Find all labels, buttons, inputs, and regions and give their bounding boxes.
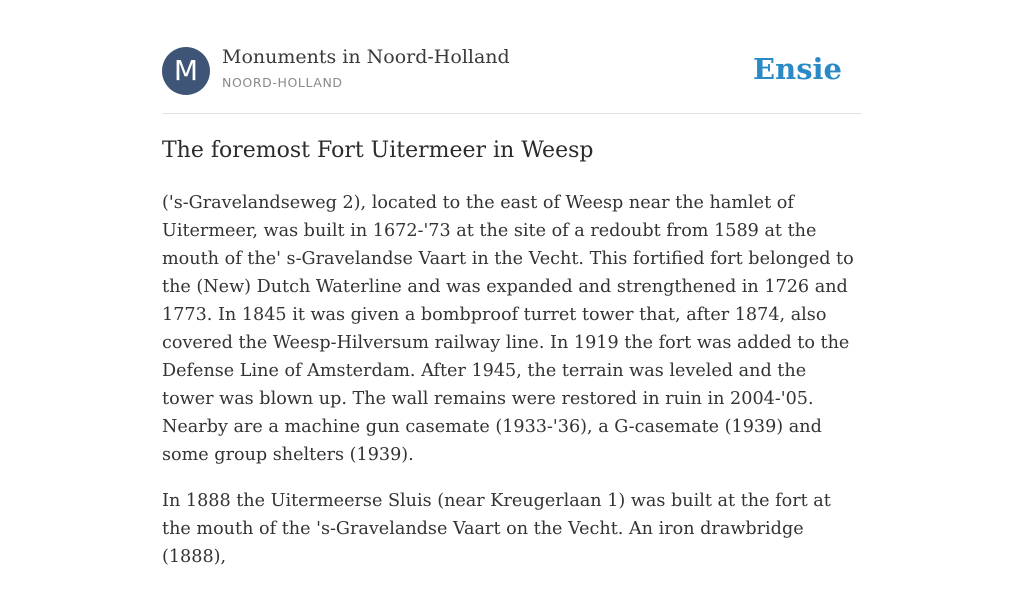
divider (162, 113, 862, 114)
article-paragraph: In 1888 the Uitermeerse Sluis (near Kreugerlaan 1) was built at the fort at the mouth of the 's-Gravelandse Vaart on the Vecht. An iron drawbridge (1888), (162, 491, 831, 567)
brand-logo[interactable]: Ensie (753, 52, 842, 86)
article-paragraph: ('s-Gravelandseweg 2), located to the east of Weesp near the hamlet of Uitermeer, was built in 1672-'73 at the site of a redoubt from 1589 at the mouth of the' s-Gravelandse Vaart in the Vecht. This fortified fort belonged to the (New) Dutch Waterline and was expanded and strengthened in 1726 and 1773. In 1845 it was given a bombproof turret tower that, after 1874, also covered the Weesp-Hilversum railway line. In 1919 the fort was added to the Defense Line of Amsterdam. After 1945, the terrain was leveled and the tower was blown up. The wall remains were restored in ruin in 2004-'05. Nearby are a machine gun casemate (1933-'36), a G-casemate (1939) and some group shelters (1939). (162, 193, 854, 465)
article-body (162, 189, 862, 589)
collection-subtitle: NOORD-HOLLAND (222, 75, 343, 90)
collection-title[interactable]: Monuments in Noord-Holland (222, 46, 510, 68)
header (162, 46, 862, 96)
article-title: The foremost Fort Uitermeer in Weesp (162, 138, 594, 163)
avatar[interactable]: M (162, 47, 210, 95)
